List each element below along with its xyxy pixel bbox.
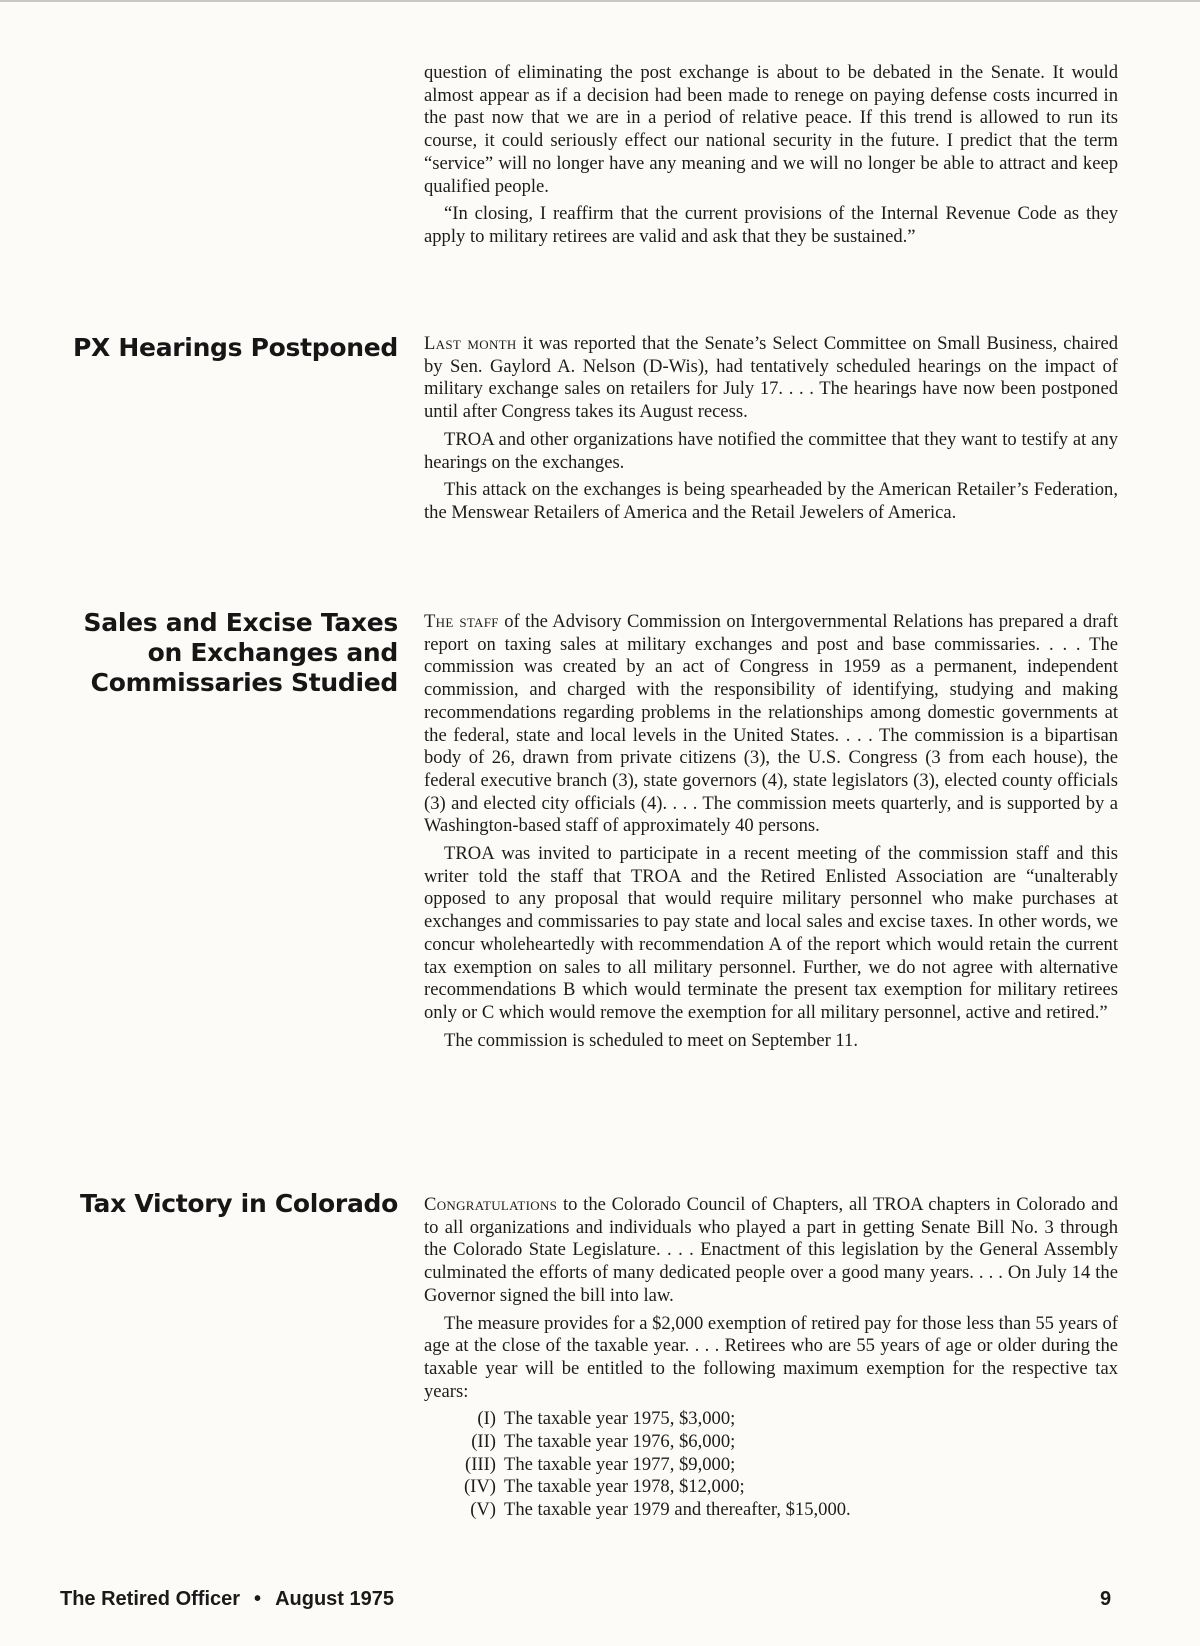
colorado-heading: Tax Victory in Colorado	[80, 1189, 398, 1218]
sales-tax-paragraph-1: The staff of the Advisory Commission on Intergovernmental Relations has prepared a draft report on taxing sales at military exchanges and post and base commissaries. . . . The commission was created by an act of Congress in 1959 as a permanent, independent commission, and charged with the responsibility of identifying, studying and making recommendations regarding problems in the relationships among domestic governments at the federal, state and local levels in the United States. . . . The commission is a bipartisan body of 26, drawn from private citizens (3), the U.S. Congress (3 from each house), the federal executive branch (3), state governors (4), state legislators (3), elected county officials (3) and elected city officials (4). . . . The commission meets quarterly, and is supported by a Washington-based staff of approximately 40 persons.	[424, 611, 1118, 837]
sales-tax-paragraph-3: The commission is scheduled to meet on September 11.	[444, 1029, 858, 1051]
sales-tax-heading: Sales and Excise Taxes on Exchanges and Commissaries Studied	[83, 608, 398, 697]
exemption-list	[424, 1408, 1118, 1522]
list-item: (II) The taxable year 1976, $6,000;	[471, 1431, 736, 1453]
continued-paragraph: “In closing, I reaffirm that the current provisions of the Internal Revenue Code as they apply to military retirees are valid and ask that they be sustained.”	[424, 203, 1118, 247]
bullet-separator: •	[254, 1588, 262, 1610]
list-item: (IV) The taxable year 1978, $12,000;	[463, 1476, 745, 1498]
issue-date: August 1975	[275, 1588, 394, 1610]
px-hearings-heading: PX Hearings Postponed	[73, 333, 398, 362]
continued-paragraph: question of eliminating the post exchange is about to be debated in the Senate. It would almost appear as if a decision had been made to renege on paying defense costs incurred in the past now that we are in a period of relative peace. If this trend is allowed to run its course, it could seriously effect our national security in the future. I predict that the term “service” will no longer have any meaning and we will no longer be able to attract and keep qualified people.	[424, 62, 1118, 197]
list-item: (III) The taxable year 1977, $9,000;	[465, 1453, 736, 1475]
px-hearings-paragraph-2: TROA and other organizations have notified the committee that they want to testify at any hearings on the exchanges.	[424, 428, 1118, 473]
top-rule	[0, 0, 1200, 2]
colorado-paragraph-1: Congratulations to the Colorado Council of Chapters, all TROA chapters in Colorado and to all organizations and individuals who played a part in getting Senate Bill No. 3 through the Colorado State Legislature. . . . Enactment of this legislation by the General Assembly culminated the efforts of many dedicated people over a good many years. . . . On July 14 the Governor signed the bill into law.	[424, 1194, 1118, 1306]
lead-in: Congratulations	[424, 1194, 558, 1215]
colorado-article	[424, 1194, 1118, 1522]
list-item: (V) The taxable year 1979 and thereafter, $15,000.	[470, 1499, 851, 1521]
colorado-paragraph-2: The measure provides for a $2,000 exemption of retired pay for those less than 55 years of age at the close of the taxable year. . . . Retirees who are 55 years of age or older during the taxable year will be entitled to the following maximum exemption for the respective tax years:	[424, 1312, 1118, 1402]
px-hearings-paragraph-1: Last month it was reported that the Senate’s Select Committee on Small Business, chaired by Sen. Gaylord A. Nelson (D-Wis), had tentatively scheduled hearings on the impact of military exchange sales on retailers for July 17. . . . The hearings have now been postponed until after Congress takes its August recess.	[424, 333, 1118, 423]
list-item: (I) The taxable year 1975, $3,000;	[477, 1408, 736, 1430]
sales-tax-paragraph-2: TROA was invited to participate in a recent meeting of the commission staff and this writer told the staff that TROA and the Retired Enlisted Association are “unalterably opposed to any proposal that would require military personnel who make purchases at exchanges and commissaries to pay state and local sales and excise taxes. In other words, we concur wholeheartedly with recommendation A of the report which would retain the current tax exemption on sales to all military personnel. Further, we do not agree with alternative recommendations B which would terminate the present tax exemption for military retirees only or C which would remove the exemption for all military personnel, active and retired.”	[424, 843, 1118, 1023]
continued-article	[424, 62, 1118, 254]
page-footer	[60, 1588, 394, 1612]
page-number: 9	[1100, 1588, 1112, 1610]
publication-name: The Retired Officer	[60, 1588, 241, 1610]
lead-in: The staff	[424, 611, 499, 632]
lead-in: Last month	[424, 333, 517, 354]
px-hearings-paragraph-3: This attack on the exchanges is being spearheaded by the American Retailer’s Federation, the Menswear Retailers of America and the Retail Jewelers of America.	[424, 479, 1118, 523]
px-hearings-article	[424, 333, 1118, 530]
sales-tax-article	[424, 611, 1118, 1057]
